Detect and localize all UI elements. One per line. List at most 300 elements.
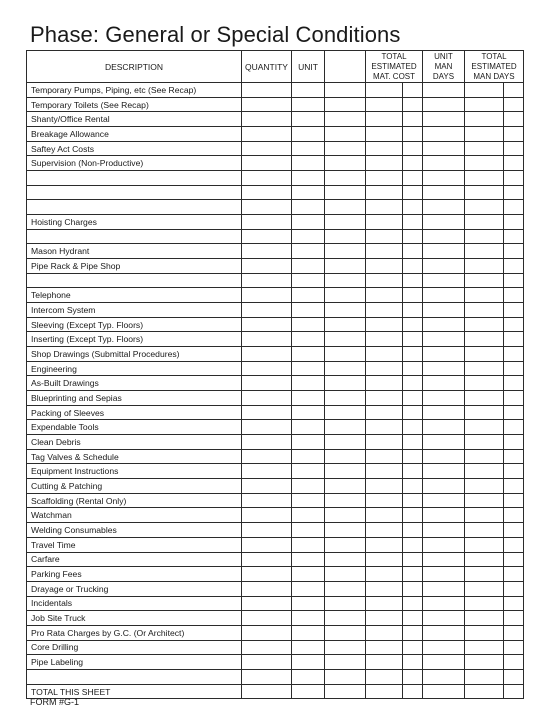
man-days-cell[interactable] bbox=[465, 259, 504, 274]
unit-cell[interactable] bbox=[292, 493, 325, 508]
man-days-fraction-cell[interactable] bbox=[504, 669, 524, 684]
mat-cost-cents-cell[interactable] bbox=[403, 141, 423, 156]
mat-cost-cents-cell[interactable] bbox=[403, 97, 423, 112]
unit-cell[interactable] bbox=[292, 405, 325, 420]
unit-man-days-cell[interactable] bbox=[423, 567, 465, 582]
man-days-cell[interactable] bbox=[465, 317, 504, 332]
unit-man-days-cell[interactable] bbox=[423, 303, 465, 318]
mat-cost-cell[interactable] bbox=[366, 405, 403, 420]
mat-cost-cents-cell[interactable] bbox=[403, 303, 423, 318]
blank-cell[interactable] bbox=[325, 479, 366, 494]
man-days-fraction-cell[interactable] bbox=[504, 596, 524, 611]
quantity-cell[interactable] bbox=[242, 229, 292, 244]
man-days-cell[interactable] bbox=[465, 508, 504, 523]
mat-cost-cents-cell[interactable] bbox=[403, 376, 423, 391]
unit-man-days-cell[interactable] bbox=[423, 391, 465, 406]
mat-cost-cents-cell[interactable] bbox=[403, 611, 423, 626]
quantity-cell[interactable] bbox=[242, 596, 292, 611]
man-days-fraction-cell[interactable] bbox=[504, 303, 524, 318]
man-days-fraction-cell[interactable] bbox=[504, 347, 524, 362]
mat-cost-cents-cell[interactable] bbox=[403, 435, 423, 450]
unit-man-days-cell[interactable] bbox=[423, 244, 465, 259]
mat-cost-cell[interactable] bbox=[366, 112, 403, 127]
quantity-cell[interactable] bbox=[242, 361, 292, 376]
man-days-cell[interactable] bbox=[465, 391, 504, 406]
quantity-cell[interactable] bbox=[242, 332, 292, 347]
man-days-fraction-cell[interactable] bbox=[504, 435, 524, 450]
unit-cell[interactable] bbox=[292, 259, 325, 274]
mat-cost-cents-cell[interactable] bbox=[403, 420, 423, 435]
mat-cost-cents-cell[interactable] bbox=[403, 655, 423, 670]
unit-man-days-cell[interactable] bbox=[423, 288, 465, 303]
man-days-cell[interactable] bbox=[465, 185, 504, 200]
man-days-fraction-cell[interactable] bbox=[504, 156, 524, 171]
mat-cost-cell[interactable] bbox=[366, 376, 403, 391]
quantity-cell[interactable] bbox=[242, 405, 292, 420]
mat-cost-cell[interactable] bbox=[366, 625, 403, 640]
mat-cost-cell[interactable] bbox=[366, 127, 403, 142]
mat-cost-cents-cell[interactable] bbox=[403, 112, 423, 127]
mat-cost-cell[interactable] bbox=[366, 229, 403, 244]
unit-man-days-cell[interactable] bbox=[423, 229, 465, 244]
mat-cost-cell[interactable] bbox=[366, 171, 403, 186]
unit-man-days-cell[interactable] bbox=[423, 376, 465, 391]
man-days-fraction-cell[interactable] bbox=[504, 332, 524, 347]
man-days-cell[interactable] bbox=[465, 127, 504, 142]
unit-man-days-cell[interactable] bbox=[423, 405, 465, 420]
unit-man-days-cell[interactable] bbox=[423, 479, 465, 494]
unit-man-days-cell[interactable] bbox=[423, 684, 465, 699]
man-days-fraction-cell[interactable] bbox=[504, 185, 524, 200]
quantity-cell[interactable] bbox=[242, 215, 292, 230]
man-days-cell[interactable] bbox=[465, 567, 504, 582]
mat-cost-cell[interactable] bbox=[366, 215, 403, 230]
unit-man-days-cell[interactable] bbox=[423, 83, 465, 98]
unit-man-days-cell[interactable] bbox=[423, 273, 465, 288]
mat-cost-cents-cell[interactable] bbox=[403, 244, 423, 259]
unit-man-days-cell[interactable] bbox=[423, 215, 465, 230]
unit-man-days-cell[interactable] bbox=[423, 435, 465, 450]
mat-cost-cents-cell[interactable] bbox=[403, 581, 423, 596]
unit-man-days-cell[interactable] bbox=[423, 97, 465, 112]
mat-cost-cents-cell[interactable] bbox=[403, 273, 423, 288]
quantity-cell[interactable] bbox=[242, 493, 292, 508]
mat-cost-cell[interactable] bbox=[366, 303, 403, 318]
man-days-cell[interactable] bbox=[465, 611, 504, 626]
quantity-cell[interactable] bbox=[242, 611, 292, 626]
mat-cost-cell[interactable] bbox=[366, 156, 403, 171]
mat-cost-cents-cell[interactable] bbox=[403, 185, 423, 200]
unit-cell[interactable] bbox=[292, 112, 325, 127]
blank-cell[interactable] bbox=[325, 171, 366, 186]
quantity-cell[interactable] bbox=[242, 684, 292, 699]
mat-cost-cents-cell[interactable] bbox=[403, 215, 423, 230]
mat-cost-cell[interactable] bbox=[366, 493, 403, 508]
man-days-cell[interactable] bbox=[465, 640, 504, 655]
man-days-cell[interactable] bbox=[465, 332, 504, 347]
quantity-cell[interactable] bbox=[242, 171, 292, 186]
quantity-cell[interactable] bbox=[242, 449, 292, 464]
mat-cost-cell[interactable] bbox=[366, 655, 403, 670]
mat-cost-cents-cell[interactable] bbox=[403, 596, 423, 611]
unit-man-days-cell[interactable] bbox=[423, 611, 465, 626]
unit-cell[interactable] bbox=[292, 244, 325, 259]
mat-cost-cell[interactable] bbox=[366, 435, 403, 450]
mat-cost-cents-cell[interactable] bbox=[403, 229, 423, 244]
quantity-cell[interactable] bbox=[242, 435, 292, 450]
unit-cell[interactable] bbox=[292, 420, 325, 435]
quantity-cell[interactable] bbox=[242, 185, 292, 200]
unit-man-days-cell[interactable] bbox=[423, 464, 465, 479]
mat-cost-cell[interactable] bbox=[366, 97, 403, 112]
mat-cost-cents-cell[interactable] bbox=[403, 508, 423, 523]
mat-cost-cents-cell[interactable] bbox=[403, 625, 423, 640]
unit-man-days-cell[interactable] bbox=[423, 508, 465, 523]
blank-cell[interactable] bbox=[325, 508, 366, 523]
blank-cell[interactable] bbox=[325, 141, 366, 156]
quantity-cell[interactable] bbox=[242, 259, 292, 274]
quantity-cell[interactable] bbox=[242, 669, 292, 684]
blank-cell[interactable] bbox=[325, 596, 366, 611]
quantity-cell[interactable] bbox=[242, 640, 292, 655]
quantity-cell[interactable] bbox=[242, 244, 292, 259]
blank-cell[interactable] bbox=[325, 537, 366, 552]
man-days-cell[interactable] bbox=[465, 523, 504, 538]
unit-cell[interactable] bbox=[292, 625, 325, 640]
mat-cost-cell[interactable] bbox=[366, 259, 403, 274]
man-days-cell[interactable] bbox=[465, 552, 504, 567]
mat-cost-cents-cell[interactable] bbox=[403, 537, 423, 552]
mat-cost-cell[interactable] bbox=[366, 523, 403, 538]
mat-cost-cents-cell[interactable] bbox=[403, 523, 423, 538]
blank-cell[interactable] bbox=[325, 611, 366, 626]
unit-man-days-cell[interactable] bbox=[423, 259, 465, 274]
man-days-cell[interactable] bbox=[465, 83, 504, 98]
man-days-cell[interactable] bbox=[465, 537, 504, 552]
unit-cell[interactable] bbox=[292, 449, 325, 464]
unit-cell[interactable] bbox=[292, 332, 325, 347]
mat-cost-cell[interactable] bbox=[366, 244, 403, 259]
unit-cell[interactable] bbox=[292, 611, 325, 626]
blank-cell[interactable] bbox=[325, 83, 366, 98]
blank-cell[interactable] bbox=[325, 215, 366, 230]
unit-cell[interactable] bbox=[292, 523, 325, 538]
man-days-cell[interactable] bbox=[465, 479, 504, 494]
mat-cost-cents-cell[interactable] bbox=[403, 156, 423, 171]
mat-cost-cell[interactable] bbox=[366, 669, 403, 684]
man-days-fraction-cell[interactable] bbox=[504, 684, 524, 699]
man-days-fraction-cell[interactable] bbox=[504, 83, 524, 98]
unit-man-days-cell[interactable] bbox=[423, 171, 465, 186]
blank-cell[interactable] bbox=[325, 625, 366, 640]
blank-cell[interactable] bbox=[325, 273, 366, 288]
unit-cell[interactable] bbox=[292, 581, 325, 596]
unit-man-days-cell[interactable] bbox=[423, 112, 465, 127]
man-days-cell[interactable] bbox=[465, 229, 504, 244]
unit-cell[interactable] bbox=[292, 567, 325, 582]
man-days-fraction-cell[interactable] bbox=[504, 391, 524, 406]
man-days-cell[interactable] bbox=[465, 156, 504, 171]
mat-cost-cents-cell[interactable] bbox=[403, 567, 423, 582]
mat-cost-cell[interactable] bbox=[366, 141, 403, 156]
quantity-cell[interactable] bbox=[242, 552, 292, 567]
mat-cost-cell[interactable] bbox=[366, 508, 403, 523]
man-days-fraction-cell[interactable] bbox=[504, 361, 524, 376]
man-days-cell[interactable] bbox=[465, 493, 504, 508]
unit-man-days-cell[interactable] bbox=[423, 493, 465, 508]
man-days-cell[interactable] bbox=[465, 376, 504, 391]
unit-cell[interactable] bbox=[292, 464, 325, 479]
man-days-fraction-cell[interactable] bbox=[504, 273, 524, 288]
man-days-fraction-cell[interactable] bbox=[504, 288, 524, 303]
quantity-cell[interactable] bbox=[242, 288, 292, 303]
mat-cost-cents-cell[interactable] bbox=[403, 288, 423, 303]
man-days-cell[interactable] bbox=[465, 361, 504, 376]
mat-cost-cell[interactable] bbox=[366, 391, 403, 406]
unit-cell[interactable] bbox=[292, 141, 325, 156]
blank-cell[interactable] bbox=[325, 581, 366, 596]
quantity-cell[interactable] bbox=[242, 523, 292, 538]
blank-cell[interactable] bbox=[325, 376, 366, 391]
mat-cost-cell[interactable] bbox=[366, 449, 403, 464]
man-days-fraction-cell[interactable] bbox=[504, 479, 524, 494]
blank-cell[interactable] bbox=[325, 420, 366, 435]
man-days-fraction-cell[interactable] bbox=[504, 171, 524, 186]
quantity-cell[interactable] bbox=[242, 537, 292, 552]
mat-cost-cell[interactable] bbox=[366, 640, 403, 655]
man-days-fraction-cell[interactable] bbox=[504, 567, 524, 582]
man-days-cell[interactable] bbox=[465, 684, 504, 699]
mat-cost-cents-cell[interactable] bbox=[403, 127, 423, 142]
unit-man-days-cell[interactable] bbox=[423, 185, 465, 200]
man-days-fraction-cell[interactable] bbox=[504, 215, 524, 230]
man-days-fraction-cell[interactable] bbox=[504, 464, 524, 479]
man-days-cell[interactable] bbox=[465, 273, 504, 288]
unit-cell[interactable] bbox=[292, 508, 325, 523]
blank-cell[interactable] bbox=[325, 449, 366, 464]
unit-cell[interactable] bbox=[292, 185, 325, 200]
unit-cell[interactable] bbox=[292, 655, 325, 670]
man-days-cell[interactable] bbox=[465, 97, 504, 112]
unit-cell[interactable] bbox=[292, 391, 325, 406]
quantity-cell[interactable] bbox=[242, 156, 292, 171]
man-days-cell[interactable] bbox=[465, 669, 504, 684]
blank-cell[interactable] bbox=[325, 244, 366, 259]
blank-cell[interactable] bbox=[325, 361, 366, 376]
unit-cell[interactable] bbox=[292, 83, 325, 98]
unit-man-days-cell[interactable] bbox=[423, 640, 465, 655]
man-days-fraction-cell[interactable] bbox=[504, 493, 524, 508]
man-days-cell[interactable] bbox=[465, 655, 504, 670]
unit-cell[interactable] bbox=[292, 127, 325, 142]
mat-cost-cell[interactable] bbox=[366, 420, 403, 435]
blank-cell[interactable] bbox=[325, 156, 366, 171]
blank-cell[interactable] bbox=[325, 259, 366, 274]
quantity-cell[interactable] bbox=[242, 97, 292, 112]
man-days-cell[interactable] bbox=[465, 244, 504, 259]
blank-cell[interactable] bbox=[325, 332, 366, 347]
quantity-cell[interactable] bbox=[242, 112, 292, 127]
man-days-fraction-cell[interactable] bbox=[504, 376, 524, 391]
man-days-cell[interactable] bbox=[465, 303, 504, 318]
unit-cell[interactable] bbox=[292, 273, 325, 288]
unit-cell[interactable] bbox=[292, 640, 325, 655]
unit-cell[interactable] bbox=[292, 156, 325, 171]
mat-cost-cents-cell[interactable] bbox=[403, 464, 423, 479]
blank-cell[interactable] bbox=[325, 523, 366, 538]
blank-cell[interactable] bbox=[325, 464, 366, 479]
mat-cost-cell[interactable] bbox=[366, 684, 403, 699]
man-days-cell[interactable] bbox=[465, 288, 504, 303]
mat-cost-cents-cell[interactable] bbox=[403, 332, 423, 347]
blank-cell[interactable] bbox=[325, 552, 366, 567]
mat-cost-cell[interactable] bbox=[366, 332, 403, 347]
unit-man-days-cell[interactable] bbox=[423, 596, 465, 611]
man-days-cell[interactable] bbox=[465, 596, 504, 611]
unit-man-days-cell[interactable] bbox=[423, 332, 465, 347]
mat-cost-cents-cell[interactable] bbox=[403, 640, 423, 655]
quantity-cell[interactable] bbox=[242, 347, 292, 362]
mat-cost-cell[interactable] bbox=[366, 361, 403, 376]
unit-cell[interactable] bbox=[292, 229, 325, 244]
unit-cell[interactable] bbox=[292, 317, 325, 332]
unit-man-days-cell[interactable] bbox=[423, 200, 465, 215]
blank-cell[interactable] bbox=[325, 655, 366, 670]
quantity-cell[interactable] bbox=[242, 625, 292, 640]
blank-cell[interactable] bbox=[325, 567, 366, 582]
unit-cell[interactable] bbox=[292, 347, 325, 362]
man-days-cell[interactable] bbox=[465, 435, 504, 450]
mat-cost-cents-cell[interactable] bbox=[403, 669, 423, 684]
man-days-fraction-cell[interactable] bbox=[504, 127, 524, 142]
unit-cell[interactable] bbox=[292, 435, 325, 450]
man-days-fraction-cell[interactable] bbox=[504, 625, 524, 640]
quantity-cell[interactable] bbox=[242, 83, 292, 98]
man-days-fraction-cell[interactable] bbox=[504, 141, 524, 156]
unit-cell[interactable] bbox=[292, 669, 325, 684]
man-days-cell[interactable] bbox=[465, 141, 504, 156]
man-days-fraction-cell[interactable] bbox=[504, 259, 524, 274]
quantity-cell[interactable] bbox=[242, 303, 292, 318]
unit-cell[interactable] bbox=[292, 171, 325, 186]
unit-man-days-cell[interactable] bbox=[423, 655, 465, 670]
unit-cell[interactable] bbox=[292, 303, 325, 318]
mat-cost-cell[interactable] bbox=[366, 464, 403, 479]
blank-cell[interactable] bbox=[325, 229, 366, 244]
unit-cell[interactable] bbox=[292, 684, 325, 699]
mat-cost-cell[interactable] bbox=[366, 288, 403, 303]
mat-cost-cell[interactable] bbox=[366, 273, 403, 288]
mat-cost-cell[interactable] bbox=[366, 552, 403, 567]
mat-cost-cents-cell[interactable] bbox=[403, 479, 423, 494]
mat-cost-cents-cell[interactable] bbox=[403, 347, 423, 362]
blank-cell[interactable] bbox=[325, 97, 366, 112]
blank-cell[interactable] bbox=[325, 200, 366, 215]
blank-cell[interactable] bbox=[325, 391, 366, 406]
unit-man-days-cell[interactable] bbox=[423, 625, 465, 640]
man-days-fraction-cell[interactable] bbox=[504, 640, 524, 655]
unit-cell[interactable] bbox=[292, 200, 325, 215]
man-days-cell[interactable] bbox=[465, 215, 504, 230]
man-days-fraction-cell[interactable] bbox=[504, 552, 524, 567]
blank-cell[interactable] bbox=[325, 684, 366, 699]
unit-cell[interactable] bbox=[292, 552, 325, 567]
unit-cell[interactable] bbox=[292, 361, 325, 376]
mat-cost-cell[interactable] bbox=[366, 596, 403, 611]
unit-man-days-cell[interactable] bbox=[423, 552, 465, 567]
man-days-fraction-cell[interactable] bbox=[504, 581, 524, 596]
blank-cell[interactable] bbox=[325, 317, 366, 332]
quantity-cell[interactable] bbox=[242, 464, 292, 479]
quantity-cell[interactable] bbox=[242, 420, 292, 435]
man-days-fraction-cell[interactable] bbox=[504, 200, 524, 215]
man-days-fraction-cell[interactable] bbox=[504, 229, 524, 244]
unit-cell[interactable] bbox=[292, 97, 325, 112]
unit-man-days-cell[interactable] bbox=[423, 347, 465, 362]
quantity-cell[interactable] bbox=[242, 317, 292, 332]
man-days-cell[interactable] bbox=[465, 420, 504, 435]
unit-man-days-cell[interactable] bbox=[423, 537, 465, 552]
man-days-cell[interactable] bbox=[465, 171, 504, 186]
blank-cell[interactable] bbox=[325, 112, 366, 127]
unit-man-days-cell[interactable] bbox=[423, 420, 465, 435]
quantity-cell[interactable] bbox=[242, 273, 292, 288]
unit-man-days-cell[interactable] bbox=[423, 581, 465, 596]
unit-man-days-cell[interactable] bbox=[423, 361, 465, 376]
unit-man-days-cell[interactable] bbox=[423, 141, 465, 156]
unit-man-days-cell[interactable] bbox=[423, 669, 465, 684]
quantity-cell[interactable] bbox=[242, 581, 292, 596]
mat-cost-cell[interactable] bbox=[366, 537, 403, 552]
man-days-fraction-cell[interactable] bbox=[504, 317, 524, 332]
unit-cell[interactable] bbox=[292, 537, 325, 552]
man-days-cell[interactable] bbox=[465, 405, 504, 420]
mat-cost-cell[interactable] bbox=[366, 479, 403, 494]
quantity-cell[interactable] bbox=[242, 655, 292, 670]
mat-cost-cents-cell[interactable] bbox=[403, 259, 423, 274]
blank-cell[interactable] bbox=[325, 127, 366, 142]
man-days-fraction-cell[interactable] bbox=[504, 508, 524, 523]
mat-cost-cents-cell[interactable] bbox=[403, 83, 423, 98]
quantity-cell[interactable] bbox=[242, 376, 292, 391]
mat-cost-cents-cell[interactable] bbox=[403, 493, 423, 508]
mat-cost-cents-cell[interactable] bbox=[403, 684, 423, 699]
man-days-fraction-cell[interactable] bbox=[504, 97, 524, 112]
blank-cell[interactable] bbox=[325, 669, 366, 684]
mat-cost-cell[interactable] bbox=[366, 581, 403, 596]
mat-cost-cents-cell[interactable] bbox=[403, 361, 423, 376]
mat-cost-cell[interactable] bbox=[366, 567, 403, 582]
man-days-fraction-cell[interactable] bbox=[504, 449, 524, 464]
blank-cell[interactable] bbox=[325, 493, 366, 508]
mat-cost-cents-cell[interactable] bbox=[403, 171, 423, 186]
mat-cost-cents-cell[interactable] bbox=[403, 449, 423, 464]
unit-man-days-cell[interactable] bbox=[423, 317, 465, 332]
blank-cell[interactable] bbox=[325, 405, 366, 420]
unit-man-days-cell[interactable] bbox=[423, 523, 465, 538]
quantity-cell[interactable] bbox=[242, 127, 292, 142]
blank-cell[interactable] bbox=[325, 435, 366, 450]
man-days-fraction-cell[interactable] bbox=[504, 244, 524, 259]
man-days-fraction-cell[interactable] bbox=[504, 537, 524, 552]
blank-cell[interactable] bbox=[325, 303, 366, 318]
man-days-fraction-cell[interactable] bbox=[504, 405, 524, 420]
quantity-cell[interactable] bbox=[242, 391, 292, 406]
man-days-fraction-cell[interactable] bbox=[504, 611, 524, 626]
quantity-cell[interactable] bbox=[242, 200, 292, 215]
quantity-cell[interactable] bbox=[242, 141, 292, 156]
blank-cell[interactable] bbox=[325, 288, 366, 303]
